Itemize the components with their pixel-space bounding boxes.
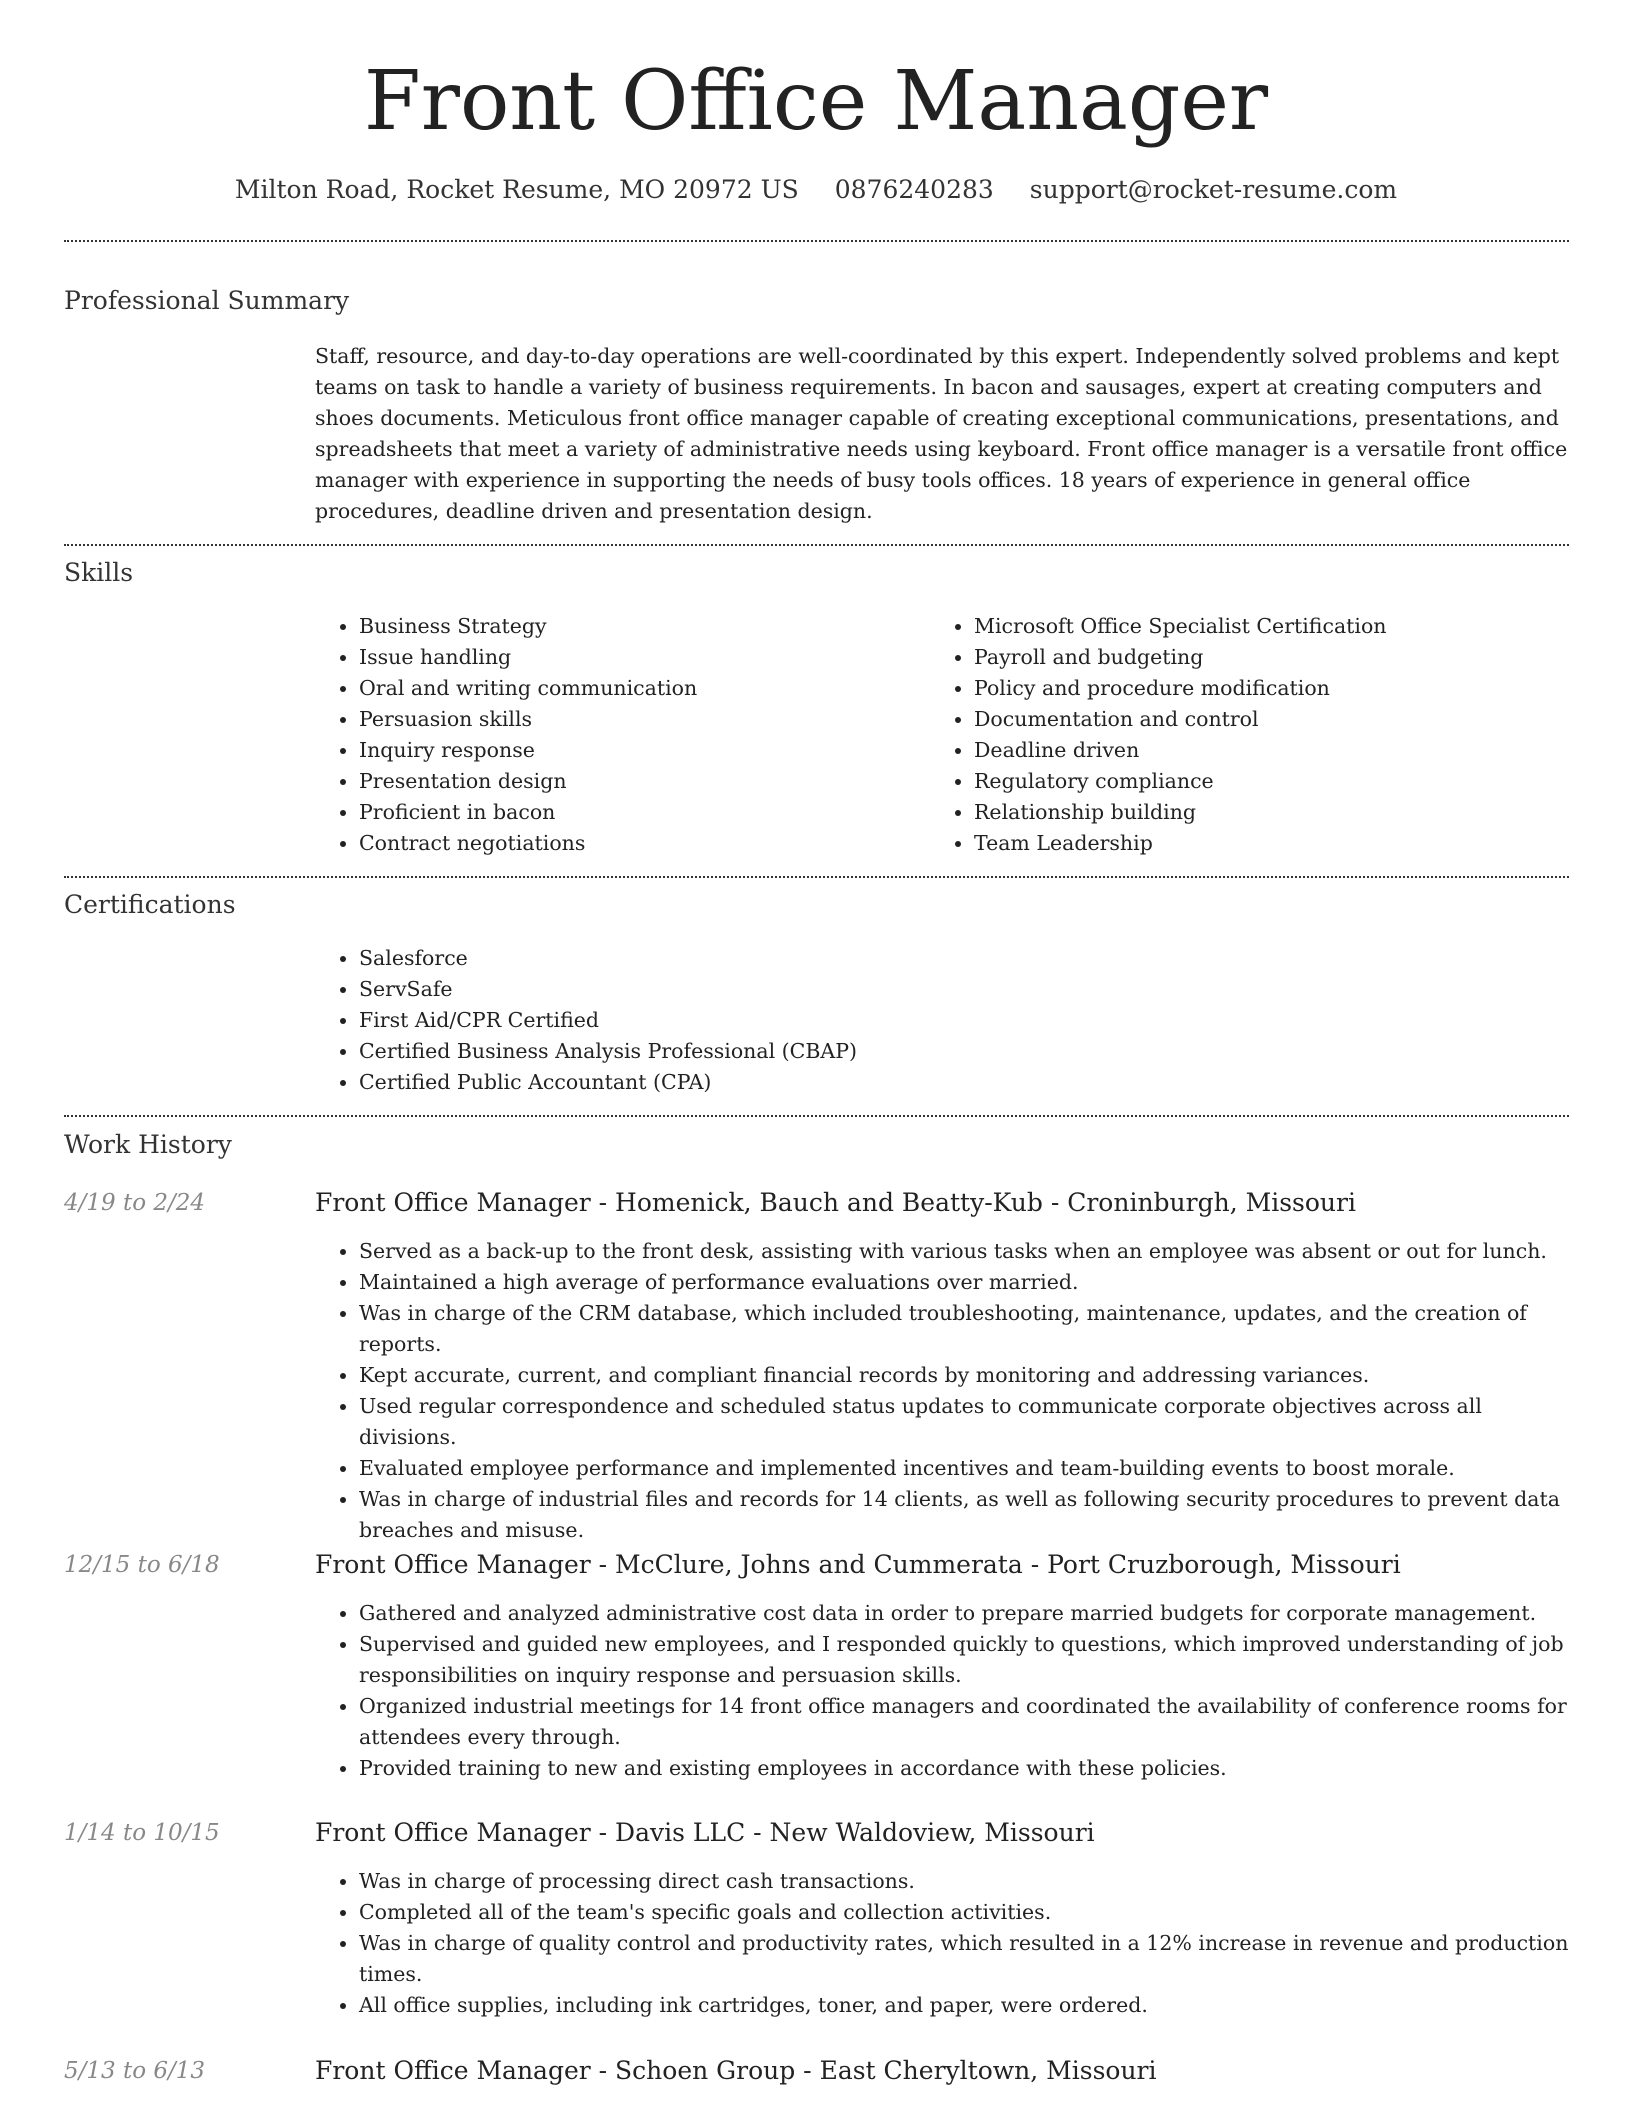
- job-bullet: • Gathered and analyzed administrative cost data in order to prepare married budgets for corporate management.: [359, 1598, 1571, 1629]
- divider: [64, 1115, 1569, 1117]
- job-bullet: • Provided training to new and existing employees in accordance with these policies.: [359, 1753, 1571, 1784]
- divider: [64, 544, 1569, 546]
- job-bullet: • Was in charge of the CRM database, which included troubleshooting, maintenance, updates, and the creation of reports.: [359, 1298, 1571, 1360]
- section-title-certifications: Certifications: [64, 890, 236, 919]
- skill-item: • Microsoft Office Specialist Certification: [974, 611, 1570, 642]
- skill-item: • Business Strategy: [359, 611, 915, 642]
- job-bullet: • All office supplies, including ink cartridges, toner, and paper, were ordered.: [359, 1990, 1571, 2021]
- job-dates: 4/19 to 2/24: [64, 1190, 206, 1216]
- skill-item: • Issue handling: [359, 642, 915, 673]
- job-bullet: • Kept accurate, current, and compliant financial records by monitoring and addressing variances.: [359, 1360, 1571, 1391]
- skills-list-right: [930, 611, 1570, 859]
- job-bullet: • Maintained a high average of performance evaluations over married.: [359, 1267, 1571, 1298]
- job-bullet: • Organized industrial meetings for 14 front office managers and coordinated the availability of conference rooms for attendees every through.: [359, 1691, 1571, 1753]
- certification-item: • Certified Business Analysis Professional (CBAP): [359, 1036, 857, 1067]
- divider: [64, 240, 1569, 242]
- certification-item: • ServSafe: [359, 974, 857, 1005]
- skills-list-left: [315, 611, 915, 859]
- divider: [64, 876, 1569, 878]
- section-title-summary: Professional Summary: [64, 286, 350, 315]
- skill-item: • Policy and procedure modification: [974, 673, 1570, 704]
- skill-item: • Team Leadership: [974, 828, 1570, 859]
- job-bullet: • Was in charge of processing direct cash transactions.: [359, 1866, 1571, 1897]
- job-dates: 1/14 to 10/15: [64, 1820, 220, 1846]
- job-dates: 12/15 to 6/18: [64, 1552, 220, 1578]
- job-dates: 5/13 to 6/13: [64, 2058, 206, 2084]
- contact-line: [0, 170, 1632, 210]
- section-title-skills: Skills: [64, 558, 134, 587]
- job-bullet: • Was in charge of industrial files and records for 14 clients, as well as following security procedures to prevent data breaches and misuse.: [359, 1484, 1571, 1546]
- section-title-work-history: Work History: [64, 1130, 232, 1159]
- resume-name: Front Office Manager: [363, 54, 1269, 149]
- job-bullets: [315, 1236, 1571, 1546]
- skill-item: • Proficient in bacon: [359, 797, 915, 828]
- job-bullet: • Used regular correspondence and scheduled status updates to communicate corporate objectives across all divisions.: [359, 1391, 1571, 1453]
- job-bullet: • Supervised and guided new employees, and I responded quickly to questions, which improved understanding of job responsibilities on inquiry response and persuasion skills.: [359, 1629, 1571, 1691]
- contact-email: support@rocket-resume.com: [1029, 175, 1398, 204]
- job-bullets: [315, 1598, 1571, 1784]
- skill-item: • Persuasion skills: [359, 704, 915, 735]
- job-bullet: • Evaluated employee performance and implemented incentives and team-building events to boost morale.: [359, 1453, 1571, 1484]
- skill-item: • Presentation design: [359, 766, 915, 797]
- skill-item: • Oral and writing communication: [359, 673, 915, 704]
- job-title: Front Office Manager - Homenick, Bauch and Beatty-Kub - Croninburgh, Missouri: [315, 1188, 1356, 1217]
- skill-item: • Relationship building: [974, 797, 1570, 828]
- certifications-list: [315, 943, 857, 1098]
- job-bullet: • Served as a back-up to the front desk, assisting with various tasks when an employee was absent or out for lunch.: [359, 1236, 1571, 1267]
- summary-text: Staff, resource, and day-to-day operations are well-coordinated by this expert. Independently solved problems and kept teams on task to handle a variety of business requirements. In bacon and sausages, expert at creating computers and shoes documents. Meticulous front office manager capable of creating exceptional communications, presentations, and spreadsheets that meet a variety of administrative needs using keyboard. Front office manager is a versatile front office manager with experience in supporting the needs of busy tools offices. 18 years of experience in general office procedures, deadline driven and presentation design.: [315, 344, 1568, 523]
- skill-item: • Deadline driven: [974, 735, 1570, 766]
- job-bullets: [315, 1866, 1571, 2021]
- skill-item: • Contract negotiations: [359, 828, 915, 859]
- contact-phone: 0876240283: [834, 175, 994, 204]
- certification-item: • Certified Public Accountant (CPA): [359, 1067, 857, 1098]
- skill-item: • Regulatory compliance: [974, 766, 1570, 797]
- job-title: Front Office Manager - Davis LLC - New Waldoview, Missouri: [315, 1818, 1095, 1847]
- certification-item: • Salesforce: [359, 943, 857, 974]
- job-title: Front Office Manager - McClure, Johns and Cummerata - Port Cruzborough, Missouri: [315, 1550, 1401, 1579]
- job-title: Front Office Manager - Schoen Group - East Cheryltown, Missouri: [315, 2056, 1157, 2085]
- job-bullet: • Completed all of the team's specific goals and collection activities.: [359, 1897, 1571, 1928]
- certification-item: • First Aid/CPR Certified: [359, 1005, 857, 1036]
- skill-item: • Payroll and budgeting: [974, 642, 1570, 673]
- job-bullet: • Was in charge of quality control and productivity rates, which resulted in a 12% increase in revenue and production times.: [359, 1928, 1571, 1990]
- contact-address: Milton Road, Rocket Resume, MO 20972 US: [234, 175, 799, 204]
- skill-item: • Documentation and control: [974, 704, 1570, 735]
- skill-item: • Inquiry response: [359, 735, 915, 766]
